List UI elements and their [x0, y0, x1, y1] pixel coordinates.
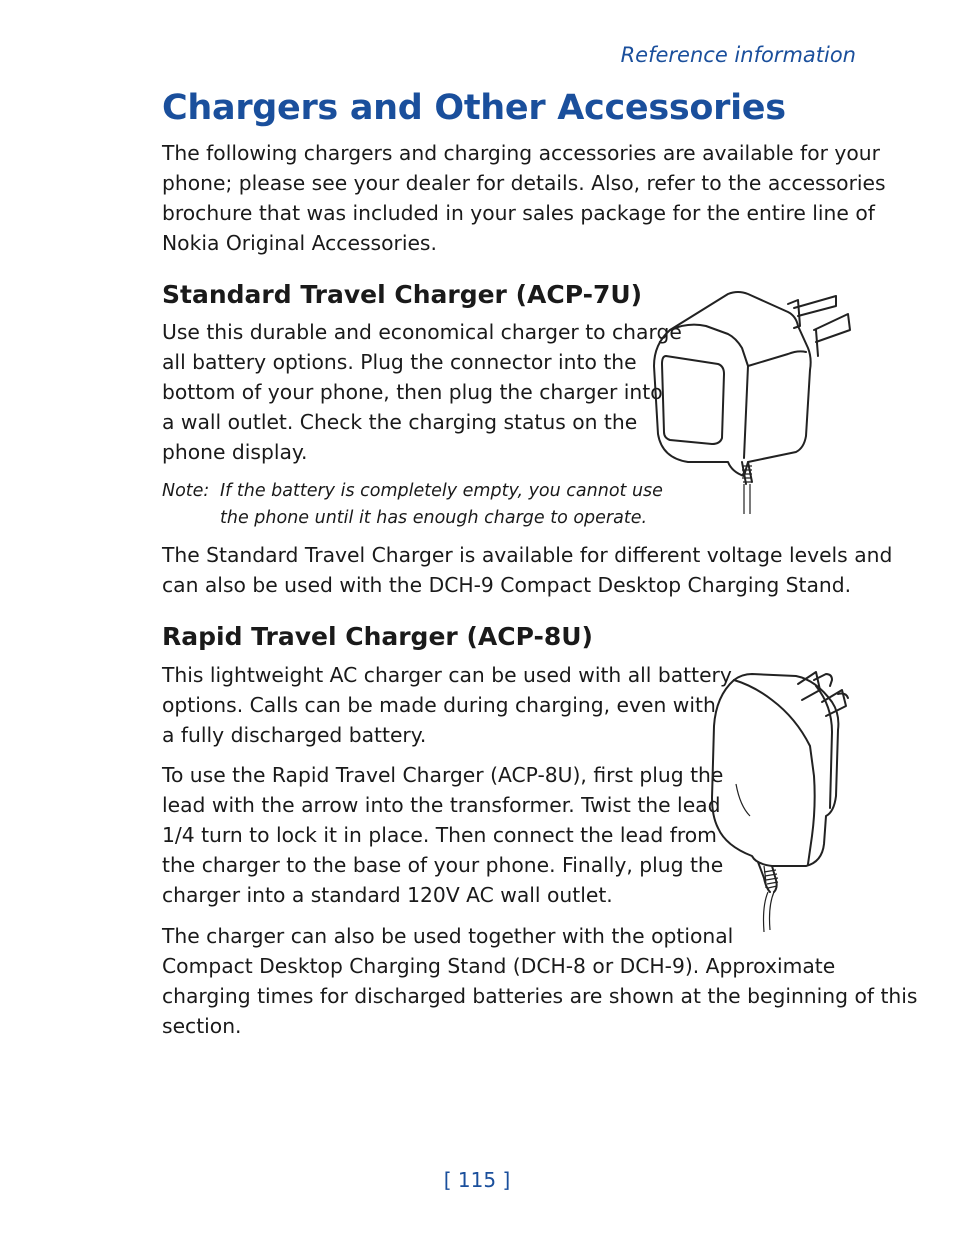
instruction-line: charger into a standard 120V AC wall outlet. — [162, 883, 613, 907]
compatibility-line: section. — [162, 1014, 242, 1038]
rapid-charger-description — [162, 660, 732, 750]
page-number: [ 115 ] — [443, 1168, 511, 1192]
standard-charger-availability — [162, 540, 892, 600]
compatibility-line: Compact Desktop Charging Stand (DCH-8 or DCH-9). Approximate — [162, 954, 836, 978]
note-block — [162, 478, 663, 532]
availability-line: can also be used with the DCH-9 Compact Desktop Charging Stand. — [162, 573, 852, 597]
description-line: bottom of your phone, then plug the charger into — [162, 380, 663, 404]
intro-line: brochure that was included in your sales package for the entire line of — [162, 201, 875, 225]
note-label: Note: — [162, 481, 210, 501]
intro-paragraph — [162, 138, 886, 258]
description-line: This lightweight AC charger can be used with all battery — [162, 663, 732, 687]
description-line: Use this durable and economical charger to charge — [162, 320, 682, 344]
description-line: all battery options. Plug the connector into the — [162, 350, 637, 374]
section-header: Reference information — [620, 43, 856, 67]
description-line: options. Calls can be made during charging, even with — [162, 693, 716, 717]
standard-charger-description — [162, 317, 682, 467]
acp-7u-charger-illustration-icon — [648, 286, 858, 518]
intro-line: The following chargers and charging accessories are available for your — [162, 141, 880, 165]
compatibility-line: The charger can also be used together with the optional — [162, 924, 734, 948]
instruction-line: To use the Rapid Travel Charger (ACP-8U), first plug the — [162, 763, 724, 787]
instruction-line: lead with the arrow into the transformer. Twist the lead — [162, 793, 721, 817]
description-line: a fully discharged battery. — [162, 723, 427, 747]
note-text: the phone until it has enough charge to operate. — [220, 508, 648, 528]
page-title: Chargers and Other Accessories — [162, 88, 786, 128]
note-text: If the battery is completely empty, you cannot use — [220, 481, 663, 501]
compatibility-line: charging times for discharged batteries are shown at the beginning of this — [162, 984, 918, 1008]
acp-8u-charger-illustration-icon — [706, 666, 856, 932]
standard-charger-heading: Standard Travel Charger (ACP-7U) — [162, 280, 643, 309]
rapid-charger-compatibility — [162, 921, 917, 1041]
intro-line: phone; please see your dealer for details. Also, refer to the accessories — [162, 171, 886, 195]
instruction-line: the charger to the base of your phone. Finally, plug the — [162, 853, 724, 877]
rapid-charger-heading: Rapid Travel Charger (ACP-8U) — [162, 622, 593, 651]
rapid-charger-instructions — [162, 760, 723, 910]
description-line: phone display. — [162, 440, 308, 464]
intro-line: Nokia Original Accessories. — [162, 231, 437, 255]
description-line: a wall outlet. Check the charging status on the — [162, 410, 638, 434]
availability-line: The Standard Travel Charger is available for different voltage levels and — [162, 543, 893, 567]
instruction-line: 1/4 turn to lock it in place. Then connect the lead from — [162, 823, 717, 847]
